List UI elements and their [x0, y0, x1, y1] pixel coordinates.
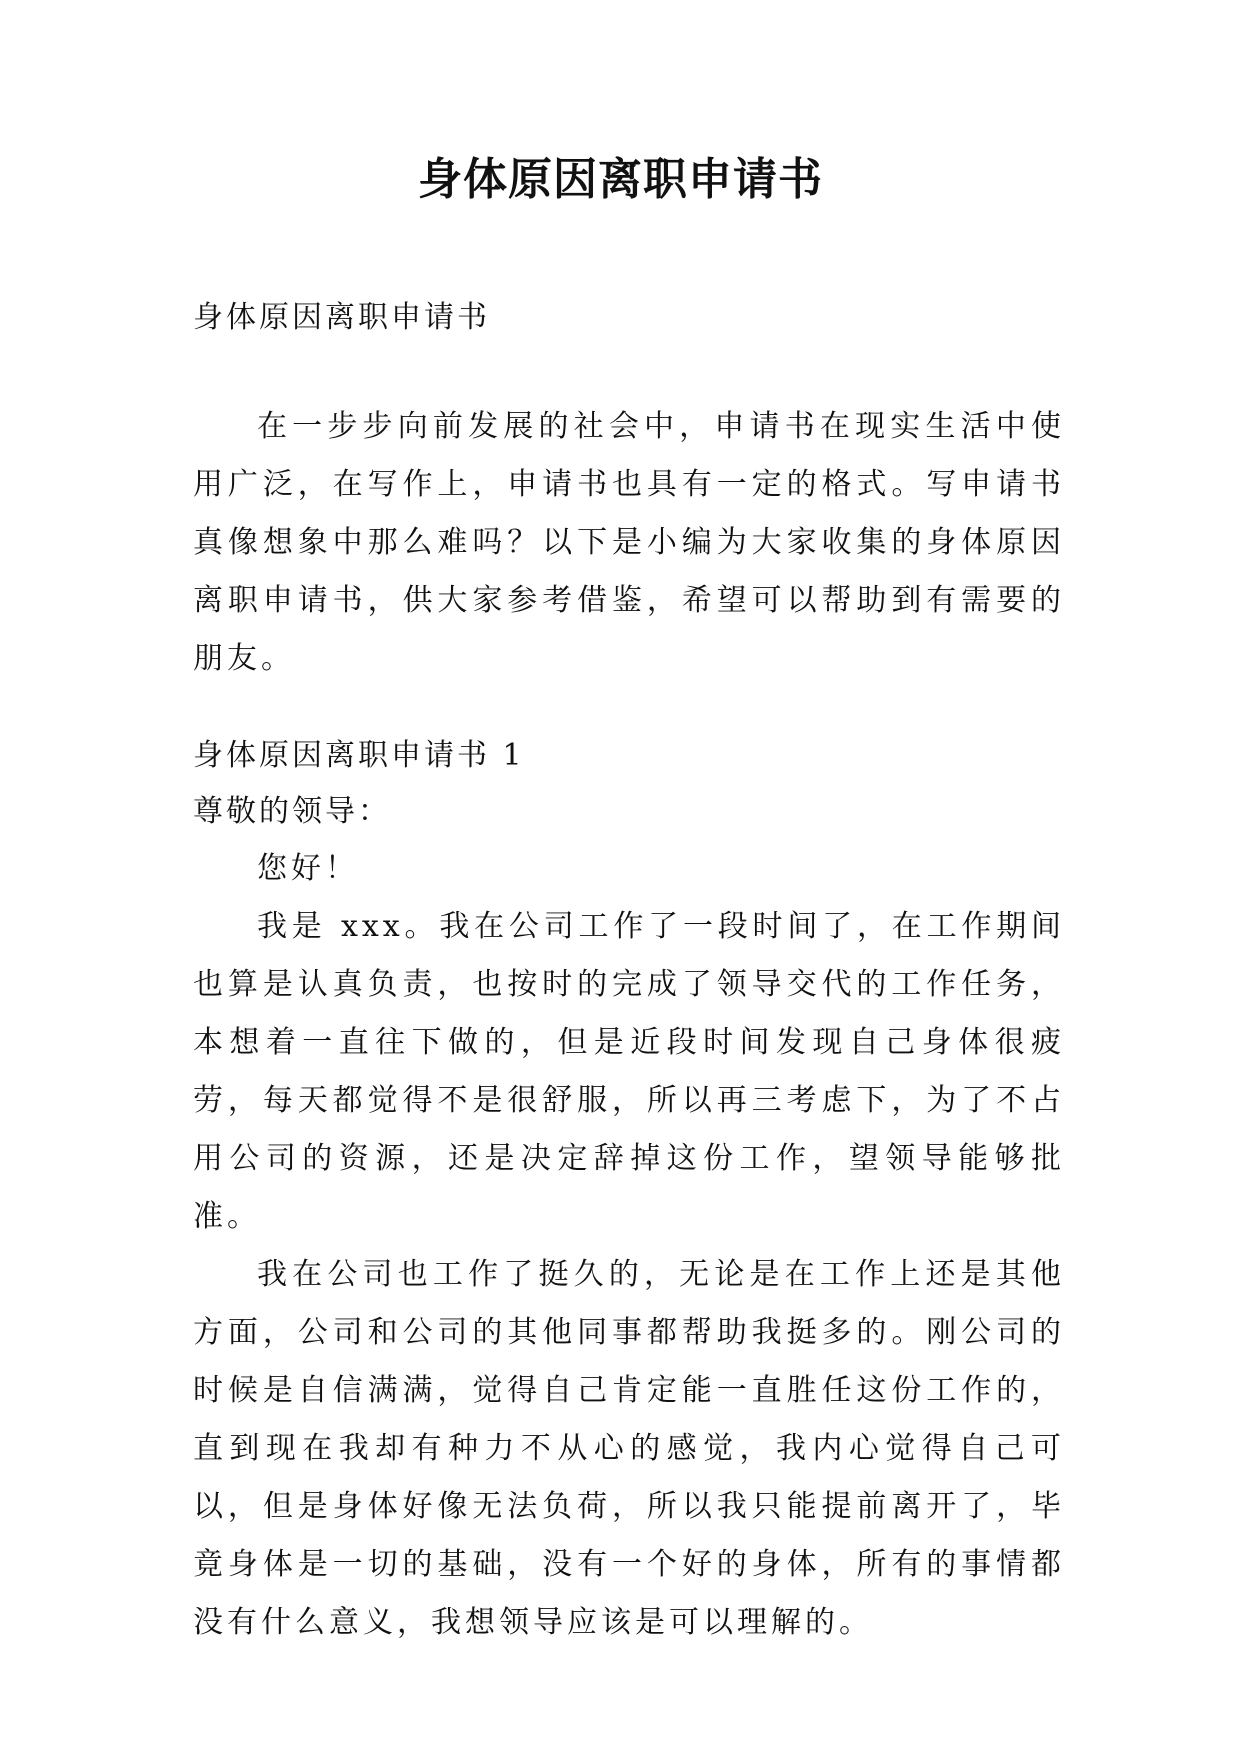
intro-paragraph: 在一步步向前发展的社会中，申请书在现实生活中使用广泛，在写作上，申请书也具有一定的格式。写申请书真像想象中那么难吗？以下是小编为大家收集的身体原因离职申请书，供大家参考借鉴，希望可以帮助到有需要的朋友。	[193, 409, 1065, 676]
body-paragraph: 我是 xxx。我在公司工作了一段时间了，在工作期间也算是认真负责，也按时的完成了领导交代的工作任务，本想着一直往下做的，但是近段时间发现自己身体很疲劳，每天都觉得不是很舒服，所以再三考虑下，为了不占用公司的资源，还是决定辞掉这份工作，望领导能够批准。	[193, 909, 1065, 1234]
document-body	[193, 290, 1065, 1652]
document-subtitle: 身体原因离职申请书	[193, 300, 490, 335]
section-heading: 身体原因离职申请书 1	[193, 738, 525, 773]
document-title: 身体原因离职申请书	[418, 154, 823, 205]
body-paragraph: 我在公司也工作了挺久的，无论是在工作上还是其他方面，公司和公司的其他同事都帮助我挺多的。刚公司的时候是自信满满，觉得自己肯定能一直胜任这份工作的，直到现在我却有种力不从心的感觉，我内心觉得自己可以，但是身体好像无法负荷，所以我只能提前离开了，毕竟身体是一切的基础，没有一个好的身体，所有的事情都没有什么意义，我想领导应该是可以理解的。	[193, 1257, 1065, 1640]
greeting: 您好！	[257, 851, 359, 886]
salutation: 尊敬的领导：	[193, 794, 391, 829]
